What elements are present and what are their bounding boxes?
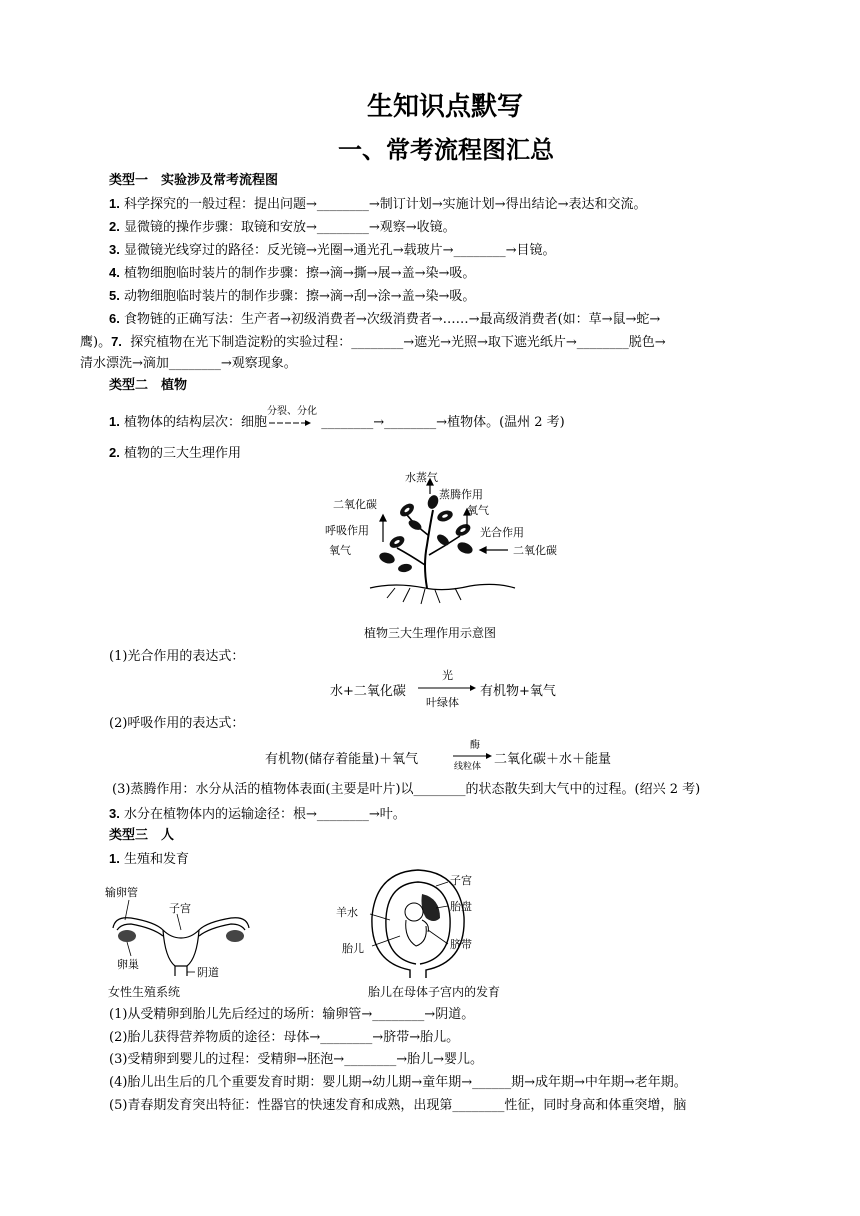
list-item: 3. 水分在植物体内的运输途径：根→________→叶。 — [109, 806, 406, 822]
section-heading-type1: 类型一 实验涉及常考流程图 — [109, 173, 279, 188]
paragraph: (2)呼吸作用的表达式： — [109, 716, 245, 731]
label-placenta: 胎盘 — [450, 900, 472, 913]
label-transpiration: 蒸腾作用 — [439, 488, 483, 501]
paragraph: (2)胎儿获得营养物质的途径：母体→________→脐带→胎儿。 — [109, 1030, 460, 1045]
figure-caption: 胎儿在母体子宫内的发育 — [368, 985, 501, 999]
figure-caption: 植物三大生理作用示意图 — [364, 626, 497, 640]
list-item: 6. 食物链的正确写法：生产者→初级消费者→次级消费者→……→最高级消费者(如：草→鼠→蛇→ — [109, 311, 661, 327]
paragraph: (1)从受精卵到胎儿先后经过的场所：输卵管→________→阴道。 — [109, 1007, 475, 1022]
label-ovary: 卵巢 — [117, 958, 139, 971]
list-item: 清水漂洗→滴加________→观察现象。 — [80, 356, 297, 371]
label-respiration: 呼吸作用 — [325, 524, 369, 537]
label-amniotic-fluid: 羊水 — [336, 906, 358, 919]
label-oviduct: 输卵管 — [105, 886, 138, 899]
paragraph: (1)光合作用的表达式： — [109, 649, 245, 664]
label-uterus: 子宫 — [169, 902, 191, 915]
page-title: 生知识点默写 — [367, 92, 524, 122]
paragraph: (5)青春期发育突出特征：性器官的快速发育和成熟，出现第________性征，同时身高和体重突增，脑 — [109, 1098, 687, 1113]
list-item: 1. 生殖和发育 — [109, 851, 189, 867]
label-co2-right: 二氧化碳 — [513, 544, 557, 557]
list-item: 4. 植物细胞临时装片的制作步骤：擦→滴→撕→展→盖→染→吸。 — [109, 265, 476, 281]
label-co2-left: 二氧化碳 — [333, 498, 377, 511]
female-reproductive-diagram — [105, 880, 255, 980]
list-item: 2. 植物的三大生理作用 — [109, 445, 241, 461]
fetus-diagram — [330, 862, 510, 982]
label-fetus: 胎儿 — [342, 942, 364, 955]
label-water-vapor: 水蒸气 — [405, 471, 438, 484]
list-item: 鹰)。7. 探究植物在光下制造淀粉的实验过程：________→遮光→光照→取下遮光纸片→________脱色→ — [80, 334, 666, 350]
list-item: 2. 显微镜的操作步骤：取镜和安放→________→观察→收镜。 — [109, 219, 456, 235]
arrow-label: 分裂、分化 — [267, 405, 318, 417]
label-umbilical-cord: 脐带 — [450, 938, 472, 951]
label-photosynthesis: 光合作用 — [480, 526, 524, 539]
page-subtitle: 一、常考流程图汇总 — [338, 136, 554, 164]
paragraph: (3)蒸腾作用：水分从活的植物体表面(主要是叶片)以________的状态散失到大气中的过程。(绍兴 2 考) — [112, 782, 701, 797]
list-item: 3. 显微镜光线穿过的路径：反光镜→光圈→通光孔→载玻片→________→目镜。 — [109, 242, 556, 258]
label-uterus: 子宫 — [450, 874, 472, 887]
plant-diagram — [315, 470, 575, 630]
label-vagina: 阴道 — [197, 966, 219, 979]
label-o2-right: 氧气 — [467, 504, 489, 517]
list-item: 1. 科学探究的一般过程：提出问题→________→制订计划→实施计划→得出结论→表达和交流。 — [109, 196, 647, 212]
section-heading-type2: 类型二 植物 — [109, 378, 188, 393]
list-item: 1. 植物体的结构层次：细胞 分裂、分化 ________→________→植物体。(温州 2 考) — [109, 413, 565, 432]
label-o2-left: 氧气 — [329, 544, 351, 557]
section-heading-type3: 类型三 人 — [109, 828, 175, 843]
paragraph: (4)胎儿出生后的几个重要发育时期：婴儿期→幼儿期→童年期→______期→成年期→中年期→老年期。 — [109, 1075, 687, 1090]
list-item: 5. 动物细胞临时装片的制作步骤：擦→滴→刮→涂→盖→染→吸。 — [109, 288, 476, 304]
paragraph: (3)受精卵到婴儿的过程：受精卵→胚泡→________→胎儿→婴儿。 — [109, 1052, 483, 1067]
figure-caption: 女性生殖系统 — [108, 985, 181, 999]
